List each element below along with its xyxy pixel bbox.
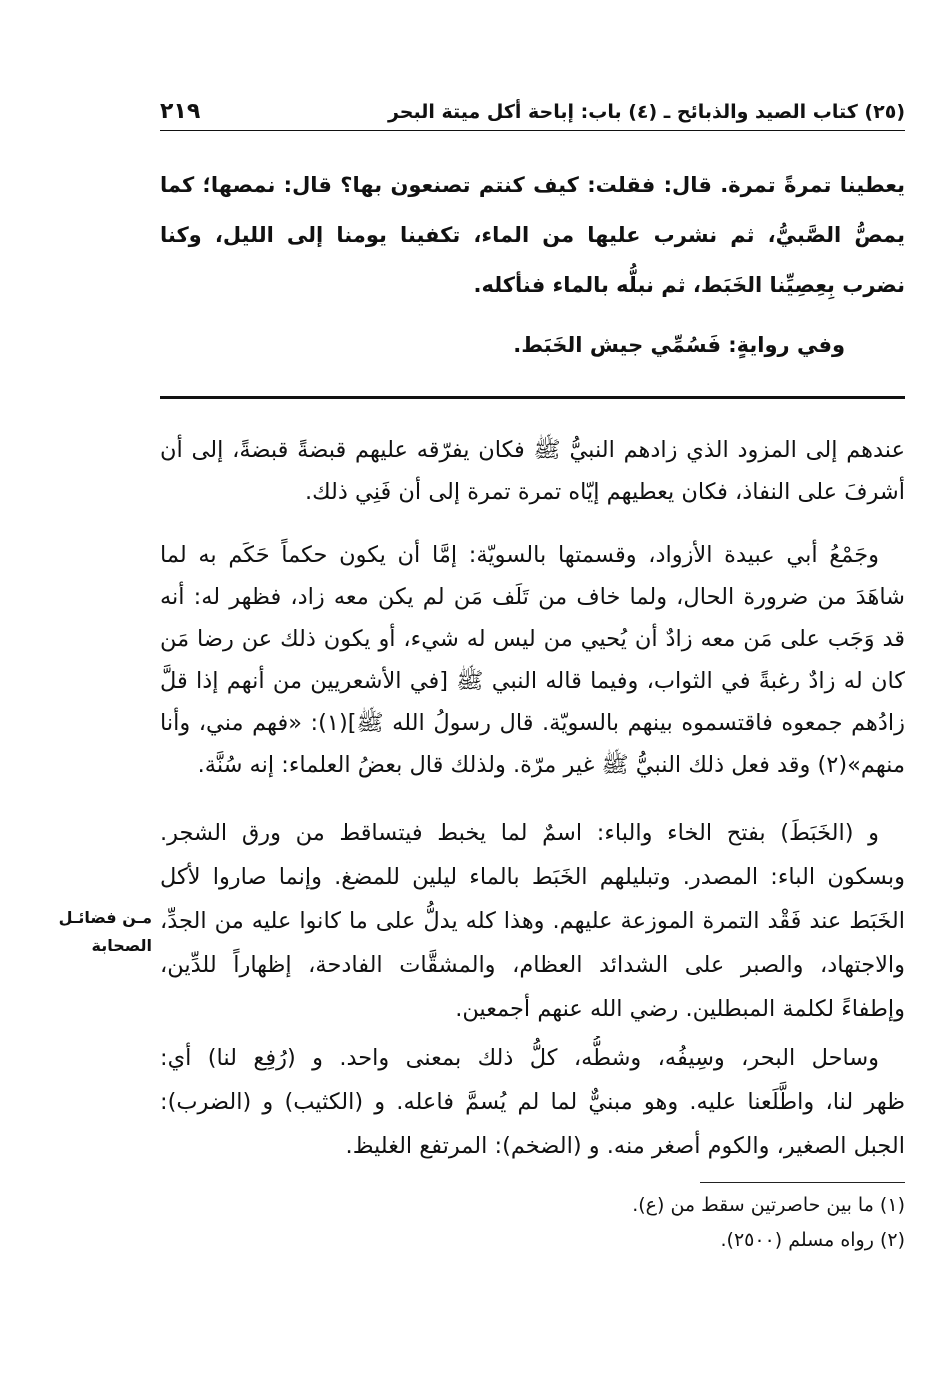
commentary-line: وجَمْعُ أبي عبيدة الأزواد، وقسمتها بالسويّة: إمَّا أن يكون حكماً حَكَم به لما <box>160 542 879 568</box>
commentary-paragraph <box>160 1036 905 1168</box>
commentary-line: و (الخَبَطَ) بفتح الخاء والباء: اسمٌ لما يخبط فيتساقط من ورق الشجر. <box>160 820 879 846</box>
commentary-line: الجبل الصغير، والكوم أصغر منه. و (الضخم): المرتفع الغليظ. <box>345 1133 905 1159</box>
hadith-line: يمصُّ الصَّبيُّ، ثم نشرب عليها من الماء، تكفينا يومنا إلى الليل، وكنا <box>160 222 905 247</box>
hadith-line: وفي روايةٍ: فَسُمِّي جيش الخَبَط. <box>513 332 845 357</box>
hadith-paragraph <box>160 320 905 370</box>
commentary-line: وساحل البحر، وسِيفُه، وشطُّه، كلُّ ذلك بمعنى واحد. و (رُفِع لنا) أي: <box>160 1045 879 1071</box>
header-rule <box>160 130 905 131</box>
footnotes <box>160 1188 905 1258</box>
commentary-line: وبسكون الباء: المصدر. وتبليلهم الخَبَط بالماء ليلين للمضغ. وإنما صاروا لأكل <box>160 864 905 890</box>
hadith-line: يعطينا تمرةً تمرة. قال: فقلت: كيف كنتم تصنعون بها؟ قال: نمصها؛ كما <box>160 172 905 197</box>
margin-note-line: مـن فضائـل <box>58 908 152 927</box>
footnote-divider <box>700 1182 905 1183</box>
header-title-wrap <box>305 96 905 128</box>
running-header <box>160 96 905 128</box>
commentary-line: عندهم إلى المزود الذي زادهم النبيُّ ﷺ فكان يفرّقه عليهم قبضةً قبضةً، إلى أن <box>160 437 905 463</box>
commentary-line: الخَبَط عند فَقْد التمرة الموزعة عليهم. وهذا كله يدلُّ على ما كانوا عليه من الجدِّ، <box>160 908 905 934</box>
section-divider <box>160 396 905 399</box>
commentary-line: وإطفاءً لكلمة المبطلين. رضي الله عنهم أجمعين. <box>455 996 905 1022</box>
margin-note <box>18 904 152 960</box>
header-title: (٢٥) كتاب الصيد والذبائح ـ (٤) باب: إباحة أكل ميتة البحر <box>387 101 905 123</box>
commentary-line: شاهَدَ من ضرورة الحال، ولما خاف من تَلَف مَن لم يكن معه زاد، فظهر له: أنه <box>160 584 905 610</box>
footnote: (٢) رواه مسلم (٢٥٠٠). <box>720 1229 905 1251</box>
commentary-line: أشرفَ على النفاذ، فكان يعطيهم إيّاه تمرة تمرة إلى أن فَنِي ذلك. <box>304 479 905 505</box>
footnote: (١) ما بين حاصرتين سقط من (ع). <box>632 1194 905 1216</box>
margin-note-line: الصحابة <box>91 936 152 955</box>
commentary-paragraph <box>160 534 905 786</box>
page-number: ٢١٩ <box>160 99 201 124</box>
commentary-line: قد وَجَب على مَن معه زادٌ أن يُحيي من ليس له شيء، أو يكون ذلك عن رضا مَن <box>160 626 905 652</box>
hadith-line: نضرب بِعِصِيِّنا الخَبَط، ثم نبلُّه بالماء فنأكله. <box>473 272 905 297</box>
hadith-paragraph <box>160 160 905 310</box>
commentary-line: ظهر لنا، واطَّلَعنا عليه. وهو مبنيٌّ لما لم يُسمَّ فاعله. و (الكثيب) و (الضرب): <box>160 1089 905 1115</box>
commentary-paragraph <box>160 811 905 1031</box>
commentary-line: والاجتهاد، والصبر على الشدائد العظام، والمشقَّات الفادحة، إظهاراً للدِّين، <box>160 952 905 978</box>
commentary-line: منهم»(٢) وقد فعل ذلك النبيُّ ﷺ غير مرّة. ولذلك قال بعضُ العلماء: إنه سُنَّة. <box>197 752 905 778</box>
commentary-line: زادُهم جمعوه فاقتسموه بينهم بالسويّة. قال رسولُ الله ﷺ](١): «فهم مني، وأنا <box>160 710 905 736</box>
commentary-line: كان له زادٌ رغبةً في الثواب، وفيما قاله النبي ﷺ [في الأشعريين من أنهم إذا قلَّ <box>160 668 905 694</box>
commentary-paragraph <box>160 429 905 513</box>
